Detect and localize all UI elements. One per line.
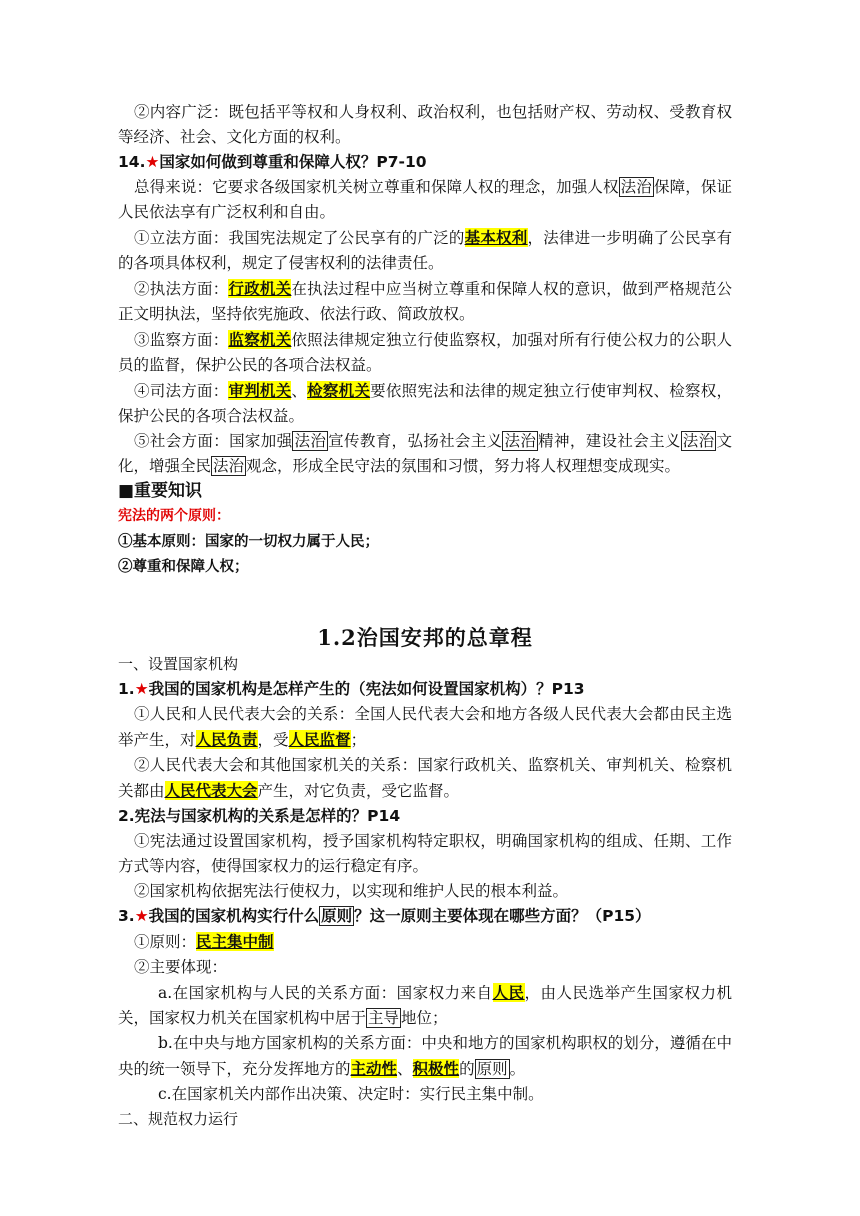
boxed-term: 法治 bbox=[504, 432, 537, 450]
principles-subheading: 宪法的两个原则： bbox=[118, 508, 230, 524]
boxed-term: 法治 bbox=[294, 432, 327, 450]
highlighted-term: 人民 bbox=[492, 983, 525, 1002]
paragraph-label: ②人民代表大会和其他国家机关的关系： bbox=[134, 756, 418, 774]
paragraph-text: ，受 bbox=[257, 731, 289, 749]
highlighted-term: 基本权利 bbox=[464, 228, 528, 247]
question-title: 我国的国家机构实行什么 bbox=[148, 907, 320, 925]
legislative-label: ①立法方面： bbox=[134, 229, 229, 247]
constitution-organs-paragraph: ①宪法通过设置国家机构，授予国家机构特定职权，明确国家机构的组成、任期、工作方式等内容，使得国家权力的运行稳定有序。 bbox=[118, 832, 732, 875]
legislative-text: ，法律进一步明确了公民享有的各项具体权利，规定了侵害权利的法律责任。 bbox=[118, 229, 732, 272]
paragraph-text: 全国人民代表大会和地方各级人民代表大会都由民主选举产生，对 bbox=[118, 705, 732, 749]
boxed-term: 原则 bbox=[321, 907, 353, 925]
paragraph-label: ①人民和人民代表大会的关系： bbox=[134, 705, 355, 723]
social-text: 观念，形成全民守法的氛围和习惯，努力将人权理想变成现实。 bbox=[246, 457, 681, 475]
supervision-text: 依照法律规定独立行使监察权，加强对所有行使公权力的公职人员的监督，保护公民的各项合法权益。 bbox=[118, 331, 732, 374]
paragraph-text: 实行民主集中制。 bbox=[419, 1085, 544, 1103]
judicial-paragraph bbox=[118, 378, 732, 429]
paragraph-text: 国家权力来自 bbox=[396, 984, 493, 1002]
paragraph-label: b.在中央与地方国家机构的关系方面： bbox=[158, 1034, 422, 1052]
highlighted-term: 监察机关 bbox=[228, 330, 292, 349]
highlighted-term: 审判机关 bbox=[228, 381, 292, 400]
paragraph-text: 。 bbox=[509, 1060, 526, 1078]
highlighted-term: 检察机关 bbox=[307, 381, 371, 400]
paragraph-text: 产生，对它负责，受它监督。 bbox=[257, 782, 460, 800]
paragraph-label: ①原则： bbox=[134, 933, 197, 951]
question-1-heading bbox=[118, 677, 732, 702]
judicial-text: 要依照宪法和法律的规定独立行使审判权、检察权，保护公民的各项合法权益。 bbox=[118, 382, 732, 425]
paragraph-text: ； bbox=[350, 731, 367, 749]
social-paragraph bbox=[118, 429, 732, 479]
aspect-a-paragraph bbox=[118, 980, 732, 1031]
separator: 、 bbox=[397, 1060, 413, 1078]
supervision-label: ③监察方面： bbox=[134, 331, 229, 349]
executive-text: 在执法过程中应当树立尊重和保障人权的意识，做到严格规范公正文明执法，坚持依宪施政、依法行政、简政放权。 bbox=[118, 280, 732, 323]
summary-text: 它要求各级国家机关树立尊重和保障人权的理念，加强人权 bbox=[212, 178, 619, 196]
boxed-term: 法治 bbox=[682, 432, 715, 450]
boxed-term: 法治 bbox=[620, 178, 652, 196]
question-14-heading bbox=[118, 150, 732, 175]
paragraph-label: a.在国家机构与人民的关系方面： bbox=[158, 984, 397, 1002]
star-icon: ★ bbox=[134, 680, 149, 698]
principle-paragraph bbox=[118, 929, 732, 955]
part-heading: 二、规范权力运行 bbox=[118, 1110, 239, 1128]
supervision-paragraph bbox=[118, 327, 732, 378]
separator: 、 bbox=[291, 382, 308, 400]
executive-label: ②执法方面： bbox=[134, 280, 229, 298]
people-congress-paragraph bbox=[118, 702, 732, 753]
question-title: ？这一原则主要体现在哪些方面？（P15） bbox=[354, 907, 651, 925]
social-text: 宣传教育，弘扬社会主义 bbox=[328, 432, 503, 450]
main-aspects-paragraph: ②主要体现： bbox=[134, 958, 228, 976]
summary-text: 保障，保证人民依法享有广泛权利和自由。 bbox=[118, 178, 732, 221]
highlighted-term: 人民负责 bbox=[195, 730, 258, 749]
executive-paragraph bbox=[118, 276, 732, 327]
organs-power-paragraph: ②国家机构依据宪法行使权力，以实现和维护人民的根本利益。 bbox=[134, 882, 569, 900]
social-label: ⑤社会方面： bbox=[134, 432, 230, 450]
question-title: 我国的国家机构是怎样产生的（宪法如何设置国家机构）？P13 bbox=[148, 680, 585, 698]
boxed-term: 法治 bbox=[213, 457, 245, 475]
principle-item: ②尊重和保障人权； bbox=[118, 558, 249, 575]
star-icon: ★ bbox=[134, 907, 149, 925]
social-text: 精神，建设社会主义 bbox=[538, 432, 681, 450]
highlighted-term: 人民监督 bbox=[288, 730, 351, 749]
star-icon: ★ bbox=[145, 153, 160, 171]
aspect-c-paragraph bbox=[118, 1082, 732, 1107]
highlighted-term: 民主集中制 bbox=[196, 932, 274, 951]
paragraph-text: 国家行政机关、监察机关、审判机关、检察机关都由 bbox=[118, 756, 732, 800]
question-3-heading bbox=[118, 904, 732, 929]
document-page bbox=[118, 100, 732, 1132]
highlighted-term: 主动性 bbox=[350, 1059, 398, 1078]
social-text: 文化，增强全民 bbox=[118, 432, 732, 475]
paragraph-text: 的 bbox=[459, 1060, 475, 1078]
paragraph-text: ，由人民选举产生国家权力机关，国家权力机关在国家机构中居于 bbox=[118, 984, 732, 1027]
paragraph-label: c.在国家机关内部作出决策、决定时： bbox=[158, 1085, 420, 1103]
question-title: 国家如何做到尊重和保障人权？P7-10 bbox=[159, 153, 427, 171]
highlighted-term: 人民代表大会 bbox=[164, 781, 258, 800]
chapter-title: 1.2治国安邦的总章程 bbox=[317, 625, 533, 650]
highlighted-term: 积极性 bbox=[412, 1059, 460, 1078]
highlighted-term: 行政机关 bbox=[228, 279, 292, 298]
paragraph-scope: ②内容广泛：既包括平等权和人身权利、政治权利，也包括财产权、劳动权、受教育权等经济、社会、文化方面的权利。 bbox=[118, 103, 732, 146]
principle-item: ①基本原则：国家的一切权力属于人民； bbox=[118, 533, 379, 550]
important-heading: ■重要知识 bbox=[118, 481, 203, 501]
aspect-b-paragraph bbox=[118, 1031, 732, 1082]
part-heading: 一、设置国家机构 bbox=[118, 655, 239, 673]
question-number: 1. bbox=[118, 680, 135, 698]
summary-label: 总得来说： bbox=[134, 178, 213, 196]
legislative-text: 我国宪法规定了公民享有的广泛的 bbox=[228, 229, 465, 247]
legislative-paragraph bbox=[118, 225, 732, 276]
question-number: 14. bbox=[118, 153, 146, 171]
paragraph-text: 地位； bbox=[401, 1009, 448, 1027]
boxed-term: 主导 bbox=[368, 1009, 400, 1027]
social-text: 国家加强 bbox=[229, 432, 293, 450]
question-2-heading: 2.宪法与国家机构的关系是怎样的？P14 bbox=[118, 807, 401, 825]
paragraph-text: 中央和地方的国家机构职权的划分，遵循在中央的统一领导下，充分发挥地方的 bbox=[118, 1034, 732, 1078]
summary-paragraph bbox=[118, 175, 732, 225]
question-number: 3. bbox=[118, 907, 135, 925]
judicial-label: ④司法方面： bbox=[134, 382, 229, 400]
congress-organs-paragraph bbox=[118, 753, 732, 804]
boxed-term: 原则 bbox=[476, 1060, 508, 1078]
